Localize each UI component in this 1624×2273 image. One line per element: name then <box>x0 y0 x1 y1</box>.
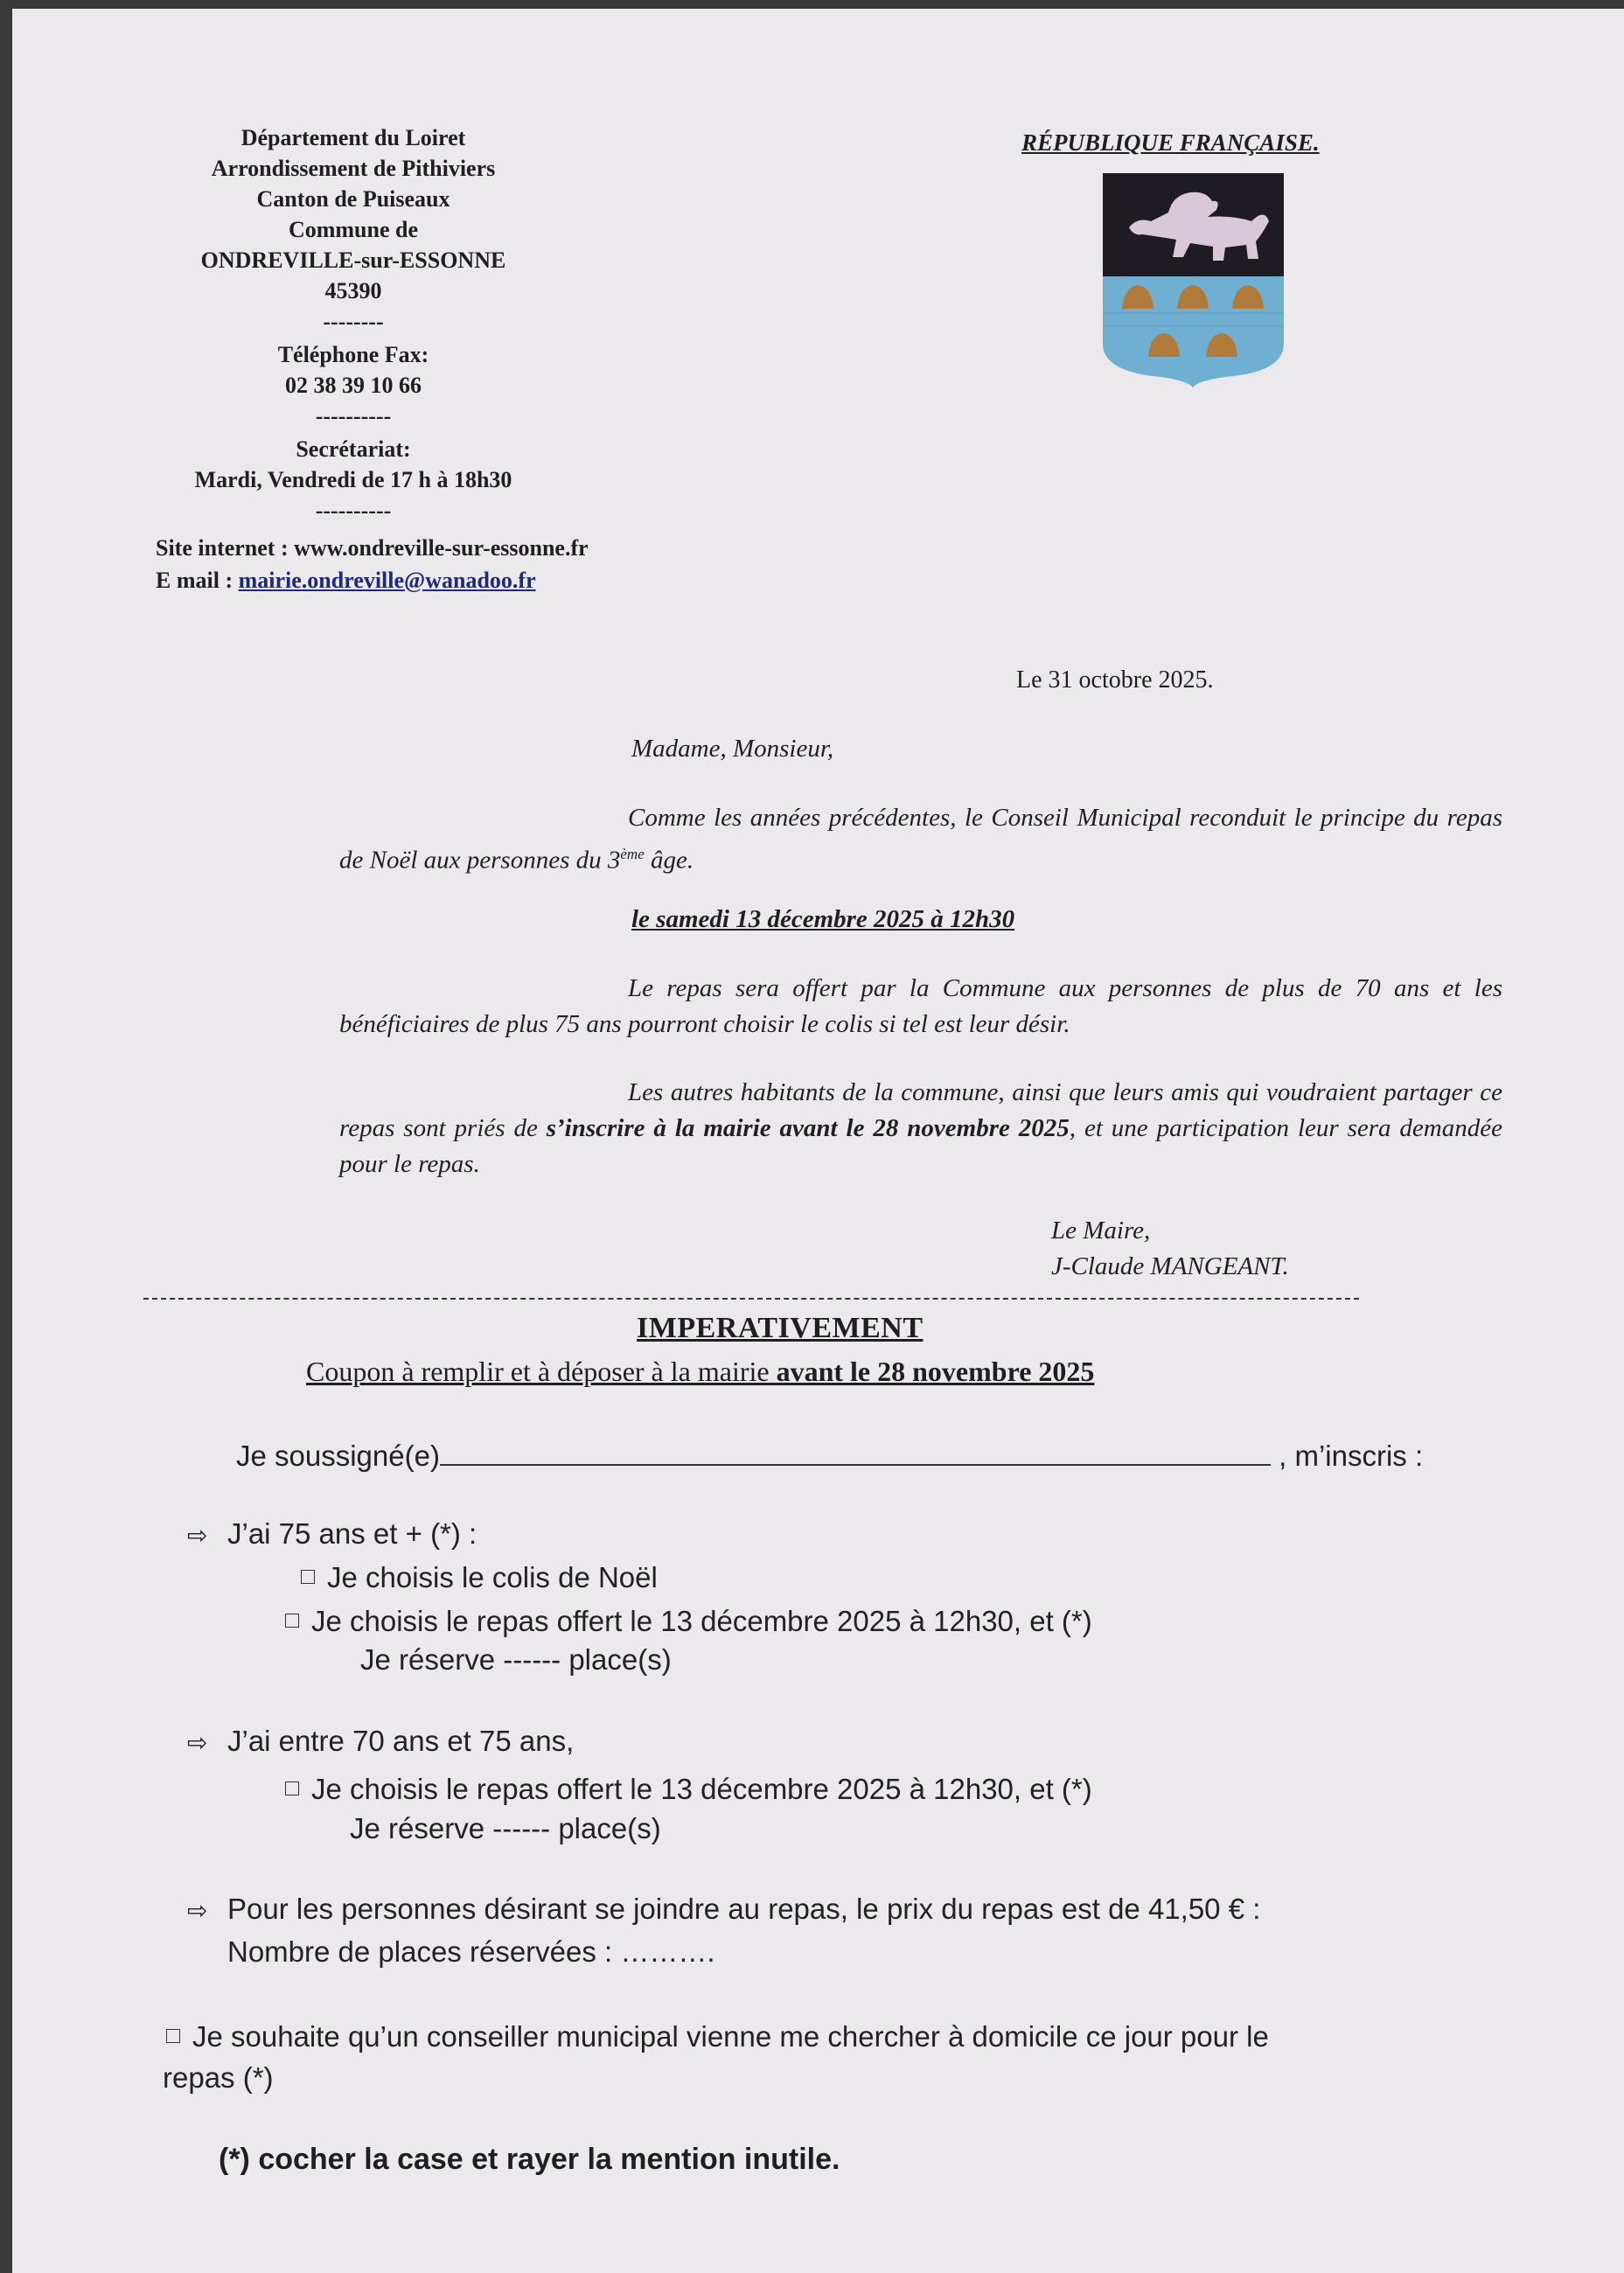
header-line: Secrétariat: <box>296 436 411 462</box>
header-line: Mardi, Vendredi de 17 h à 18h30 <box>194 467 512 492</box>
header-line: 45390 <box>324 278 382 303</box>
section-75-title: J’ai 75 ans et + (*) : <box>227 1517 477 1550</box>
signature-block <box>1051 1213 1289 1285</box>
cut-line-divider <box>143 1298 1359 1300</box>
paragraph-3-end: , et une participation leur sera demandée pour le repas. <box>339 1114 1502 1178</box>
arrow-right-icon: ⇨ <box>187 1897 208 1924</box>
guests-price-text: Pour les personnes désirant se joindre au repas, le prix du repas est de 41,50 € : <box>227 1893 1261 1925</box>
header-separator: ---------- <box>315 498 392 523</box>
option-repas-70-label: Je choisis le repas offert le 13 décembre 2025 à 12h30, et (*) <box>311 1773 1092 1805</box>
signature-title: Le Maire, <box>1051 1217 1151 1245</box>
paragraph-1-text: Comme les années précédentes, le Conseil Municipal reconduit le principe du repas de Noël aux personnes du 3 <box>339 804 1502 875</box>
section-75-plus <box>187 1517 477 1551</box>
checkbox[interactable] <box>285 1781 299 1795</box>
header-separator: ---------- <box>315 403 392 429</box>
option-repas-70 <box>285 1773 1092 1806</box>
header-line: Commune de <box>288 217 419 242</box>
email-label: E mail : <box>156 568 239 593</box>
event-date: le samedi 13 décembre 2025 à 12h30 <box>631 905 1015 933</box>
option-repas-75-label: Je choisis le repas offert le 13 décembre 2025 à 12h30, et (*) <box>311 1605 1092 1637</box>
signed-suffix: , m’inscris : <box>1270 1440 1424 1472</box>
letter-page <box>12 9 1624 2273</box>
website-label: Site internet : <box>156 535 295 561</box>
header-line: 02 38 39 10 66 <box>285 373 422 398</box>
coupon-deadline: avant le 28 novembre 2025 <box>776 1356 1095 1387</box>
header-separator: -------- <box>323 309 384 334</box>
checkbox[interactable] <box>285 1614 299 1628</box>
pickup-option <box>166 2020 1269 2053</box>
signed-line <box>236 1436 1423 1473</box>
coat-of-arms-icon <box>1103 173 1284 387</box>
reserve-places-75: Je réserve ------ place(s) <box>360 1643 672 1676</box>
header-line: Canton de Puiseaux <box>256 186 450 212</box>
coupon-subheading-text: Coupon à remplir et à déposer à la mairie <box>306 1356 777 1387</box>
paragraph-2 <box>339 971 1502 1042</box>
section-70-75 <box>187 1725 574 1758</box>
pickup-option-continued: repas (*) <box>163 2061 274 2094</box>
arrow-right-icon: ⇨ <box>187 1729 208 1756</box>
signed-label: Je soussigné(e) <box>236 1440 440 1472</box>
paragraph-3 <box>339 1075 1502 1182</box>
coupon-heading: IMPERATIVEMENT <box>637 1312 924 1344</box>
name-input-line[interactable] <box>440 1436 1271 1466</box>
paragraph-3-deadline: s’inscrire à la mairie avant le 28 novembre 2025 <box>546 1114 1070 1142</box>
header-line: ONDREVILLE-sur-ESSONNE <box>200 248 506 273</box>
reserve-places-70: Je réserve ------ place(s) <box>350 1812 661 1844</box>
greeting: Madame, Monsieur, <box>631 735 834 763</box>
header-line: Téléphone Fax: <box>277 342 429 367</box>
checkbox[interactable] <box>301 1570 315 1584</box>
header-line: Arrondissement de Pithiviers <box>211 156 496 181</box>
signature-name: J-Claude MANGEANT. <box>1051 1252 1289 1280</box>
section-70-75-title: J’ai entre 70 ans et 75 ans, <box>227 1725 575 1757</box>
option-repas-75 <box>285 1605 1092 1638</box>
website-link[interactable]: www.ondreville-sur-essonne.fr <box>294 535 589 561</box>
contact-block <box>156 532 589 596</box>
paragraph-2-text: Le repas sera offert par la Commune aux personnes de plus de 70 ans et les bénéficiaires de plus 75 ans pourront choisir le colis si tel est leur désir. <box>339 974 1502 1038</box>
superscript-eme: ème <box>620 846 645 862</box>
option-colis <box>301 1561 658 1594</box>
paragraph-3-start: Les autres habitants de la commune, ainsi que leurs amis qui voudraient partager ce repas sont priés de <box>339 1078 1502 1142</box>
guests-places: Nombre de places réservées : ………. <box>227 1935 715 1968</box>
header-line: Département du Loiret <box>240 125 466 150</box>
section-guests <box>187 1893 1260 1926</box>
checkbox[interactable] <box>166 2029 180 2043</box>
paragraph-1 <box>339 800 1502 879</box>
website-line <box>156 532 589 564</box>
republique-francaise-title: RÉPUBLIQUE FRANÇAISE. <box>1021 129 1320 156</box>
email-link[interactable]: mairie.ondreville@wanadoo.fr <box>238 568 536 593</box>
option-colis-label: Je choisis le colis de Noël <box>327 1561 658 1593</box>
paragraph-1-end: âge. <box>644 846 694 875</box>
pickup-option-label: Je souhaite qu’un conseiller municipal vienne me chercher à domicile ce jour pour le <box>192 2020 1269 2053</box>
coupon-subheading <box>306 1356 1094 1388</box>
mairie-address-block <box>143 122 563 526</box>
instruction-note: (*) cocher la case et rayer la mention inutile. <box>219 2143 840 2176</box>
arrow-right-icon: ⇨ <box>187 1522 208 1549</box>
email-line <box>156 564 589 596</box>
letter-date: Le 31 octobre 2025. <box>1016 666 1214 694</box>
